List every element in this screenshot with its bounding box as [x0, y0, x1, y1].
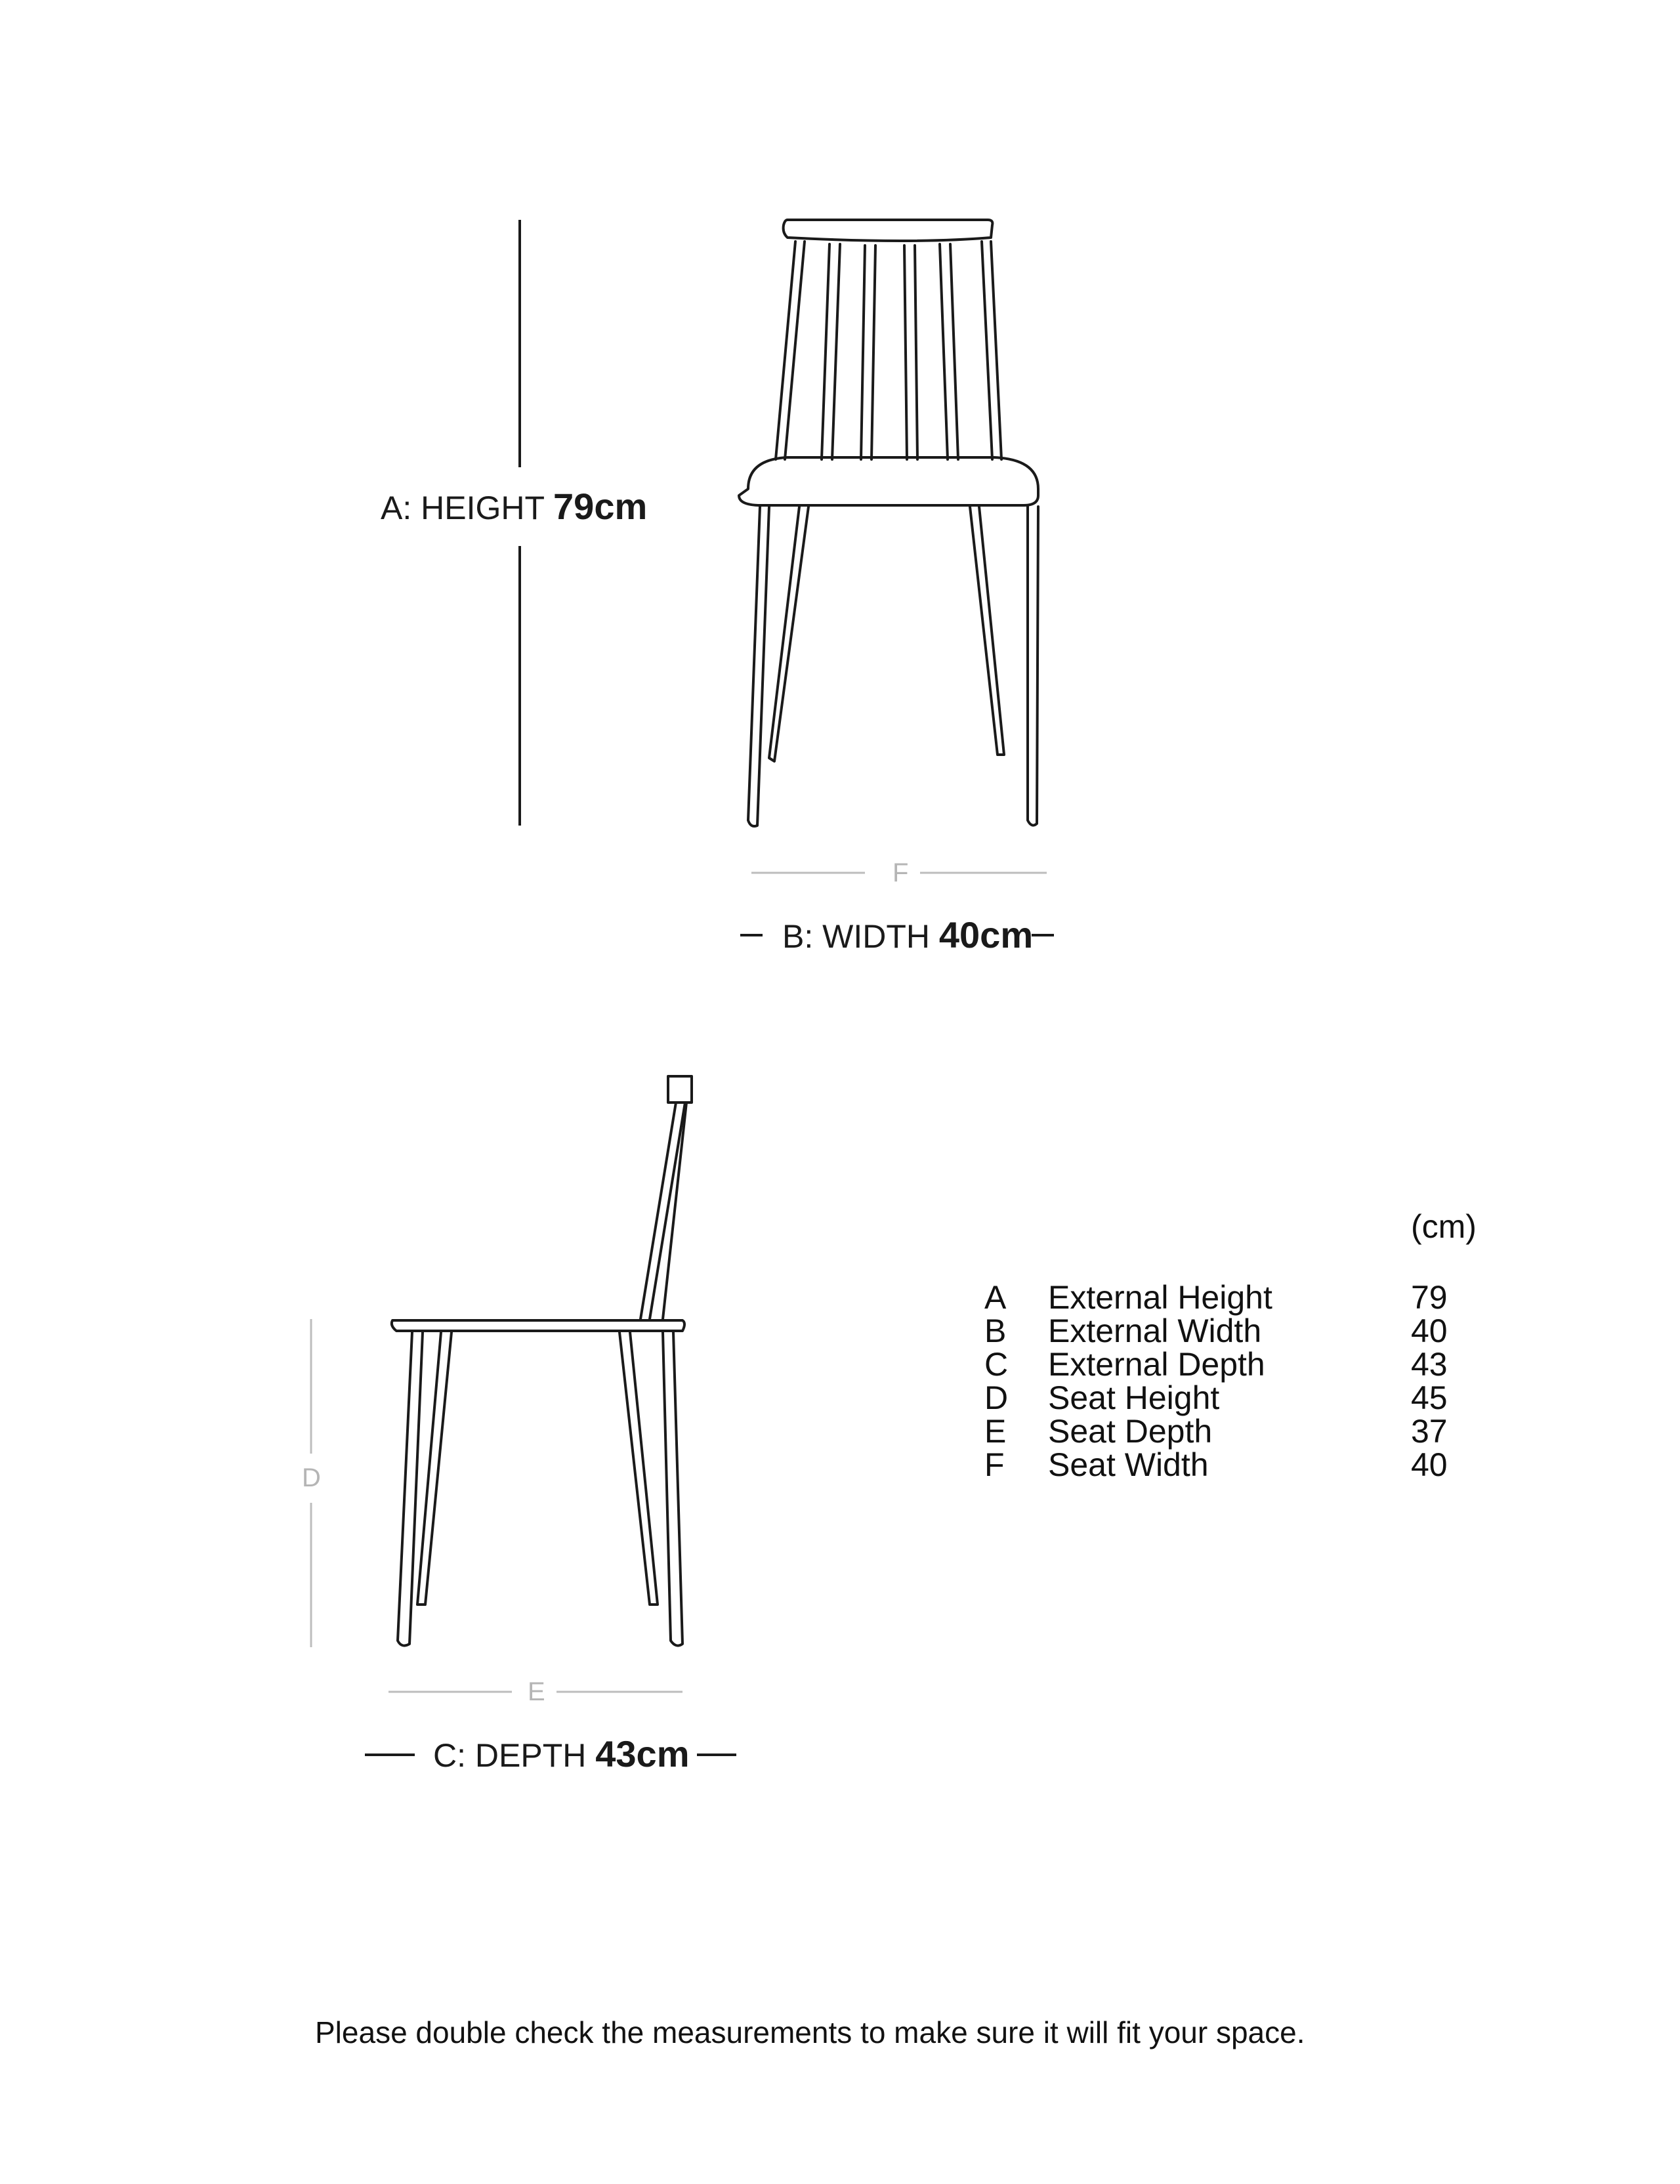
row-value: 40 [1411, 1312, 1448, 1349]
table-row [984, 1446, 1483, 1483]
width-value: 40cm [938, 914, 1034, 956]
row-name: External Width [1048, 1312, 1262, 1349]
table-row [984, 1278, 1483, 1316]
row-letter: E [984, 1413, 1007, 1450]
width-key: B: WIDTH [782, 918, 930, 955]
table-row [984, 1412, 1483, 1450]
row-value: 79 [1411, 1279, 1448, 1316]
row-letter: D [984, 1379, 1009, 1416]
depth-value: 43cm [595, 1733, 690, 1774]
row-name: External Height [1048, 1279, 1272, 1316]
row-letter: B [984, 1312, 1007, 1349]
chair-side-view [392, 1076, 692, 1646]
table-row [984, 1379, 1483, 1416]
width-label [782, 914, 1034, 956]
row-letter: A [984, 1279, 1007, 1316]
row-name: Seat Width [1048, 1446, 1209, 1483]
measurement-note: Please double check the measurements to make sure it will fit your space. [315, 2015, 1305, 2049]
depth-key: C: DEPTH [433, 1737, 587, 1774]
table-row [984, 1312, 1483, 1349]
chair-front-view [739, 220, 1038, 826]
row-name: Seat Height [1048, 1379, 1220, 1416]
row-value: 45 [1411, 1379, 1448, 1416]
height-value: 79cm [553, 486, 648, 527]
row-name: Seat Depth [1048, 1413, 1213, 1450]
seat-width-letter: F [892, 858, 909, 887]
height-key: A: HEIGHT [381, 490, 545, 526]
seat-height-letter: D [302, 1463, 321, 1492]
depth-label [433, 1733, 690, 1774]
height-label [381, 488, 647, 525]
row-letter: C [984, 1346, 1009, 1383]
row-name: External Depth [1048, 1346, 1265, 1383]
seat-depth-letter: E [528, 1677, 545, 1706]
unit-label: (cm) [1411, 1208, 1477, 1245]
row-value: 40 [1411, 1446, 1448, 1483]
table-row [984, 1345, 1483, 1383]
row-value: 37 [1411, 1413, 1448, 1450]
row-value: 43 [1411, 1346, 1448, 1383]
row-letter: F [984, 1446, 1005, 1483]
